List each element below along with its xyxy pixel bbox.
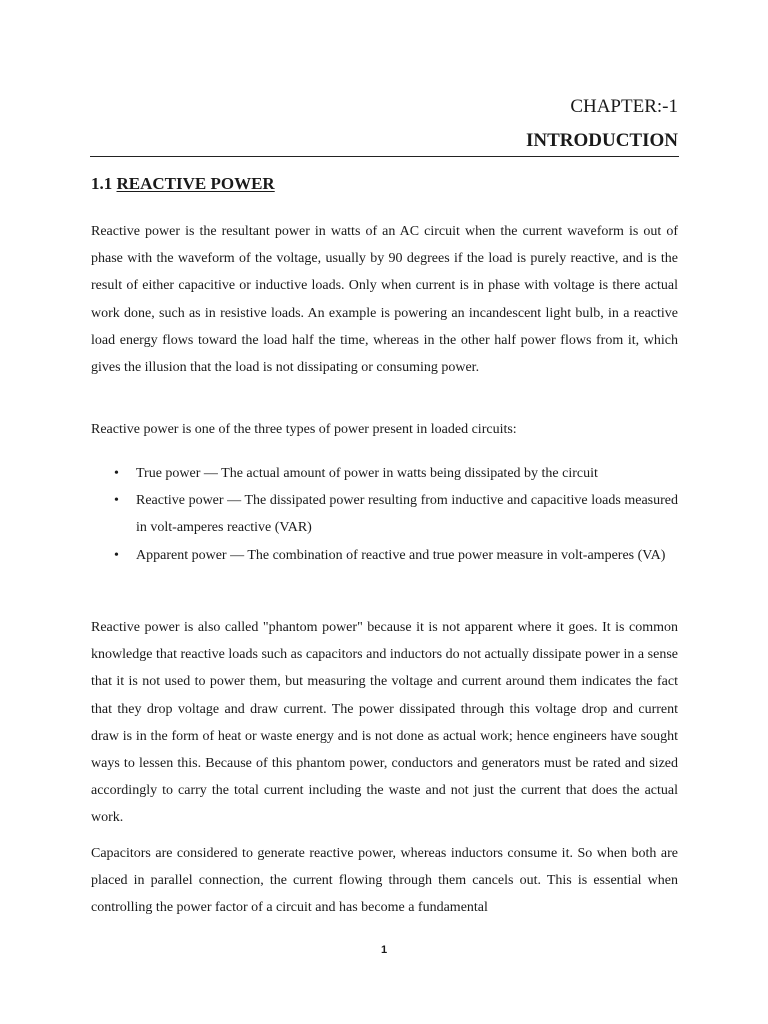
paragraph-phantom-power: Reactive power is also called "phantom power" because it is not apparent where it goes. It is common knowledge that reactive loads such as capacitors and inductors do not actually dissipate power in a sense that it is not used to power them, but measuring the voltage and current around them indicates the fact that they drop voltage and draw current. The power dissipated through this voltage drop and current draw is in the form of heat or waste energy and is not done as actual work; hence engineers have sought ways to lessen this. Because of this phantom power, conductors and generators must be rated and sized accordingly to carry the total current including the waste and not just the current that does the actual work. — [91, 620, 678, 826]
page-number: 1 — [380, 944, 388, 956]
chapter-title: INTRODUCTION — [525, 130, 678, 151]
section-heading — [91, 173, 275, 195]
chapter-divider — [90, 156, 679, 157]
section-title: REACTIVE POWER — [116, 174, 275, 193]
power-types-list — [91, 460, 678, 569]
list-item-text: Reactive power — The dissipated power resulting from inductive and capacitive loads measured in volt-amperes reactive (VAR) — [136, 493, 678, 536]
list-item-text: True power — The actual amount of power in watts being dissipated by the circuit — [136, 466, 598, 481]
list-item-text: Apparent power — The combination of reactive and true power measure in volt-amperes (VA) — [136, 547, 666, 563]
paragraph-capacitors-inductors: Capacitors are considered to generate reactive power, whereas inductors consume it. So when both are placed in parallel connection, the current flowing through them cancels out. This is essential when controlling the power factor of a circuit and has become a fundamental — [91, 846, 678, 916]
bullet-icon: • — [114, 547, 119, 563]
paragraph-reactive-power-definition: Reactive power is the resultant power in watts of an AC circuit when the current waveform is out of phase with the waveform of the voltage, usually by 90 degrees if the load is purely reactive, and is the result of either capacitive or inductive loads. Only when current is in phase with voltage is there actual work done, such as in resistive loads. An example is powering an incandescent light bulb, in a reactive load energy flows toward the load half the time, whereas in the other half power flows from it, which gives the illusion that the load is not dissipating or consuming power. — [91, 224, 678, 376]
list-item-apparent-power — [91, 542, 678, 569]
section-number: 1.1 — [91, 174, 113, 193]
chapter-label: CHAPTER:-1 — [570, 96, 678, 117]
list-item-reactive-power — [91, 487, 678, 541]
bullet-icon: • — [114, 466, 119, 481]
bullet-icon: • — [114, 493, 119, 509]
list-item-true-power — [91, 460, 678, 487]
paragraph-power-types-intro: Reactive power is one of the three types of power present in loaded circuits: — [91, 422, 517, 437]
